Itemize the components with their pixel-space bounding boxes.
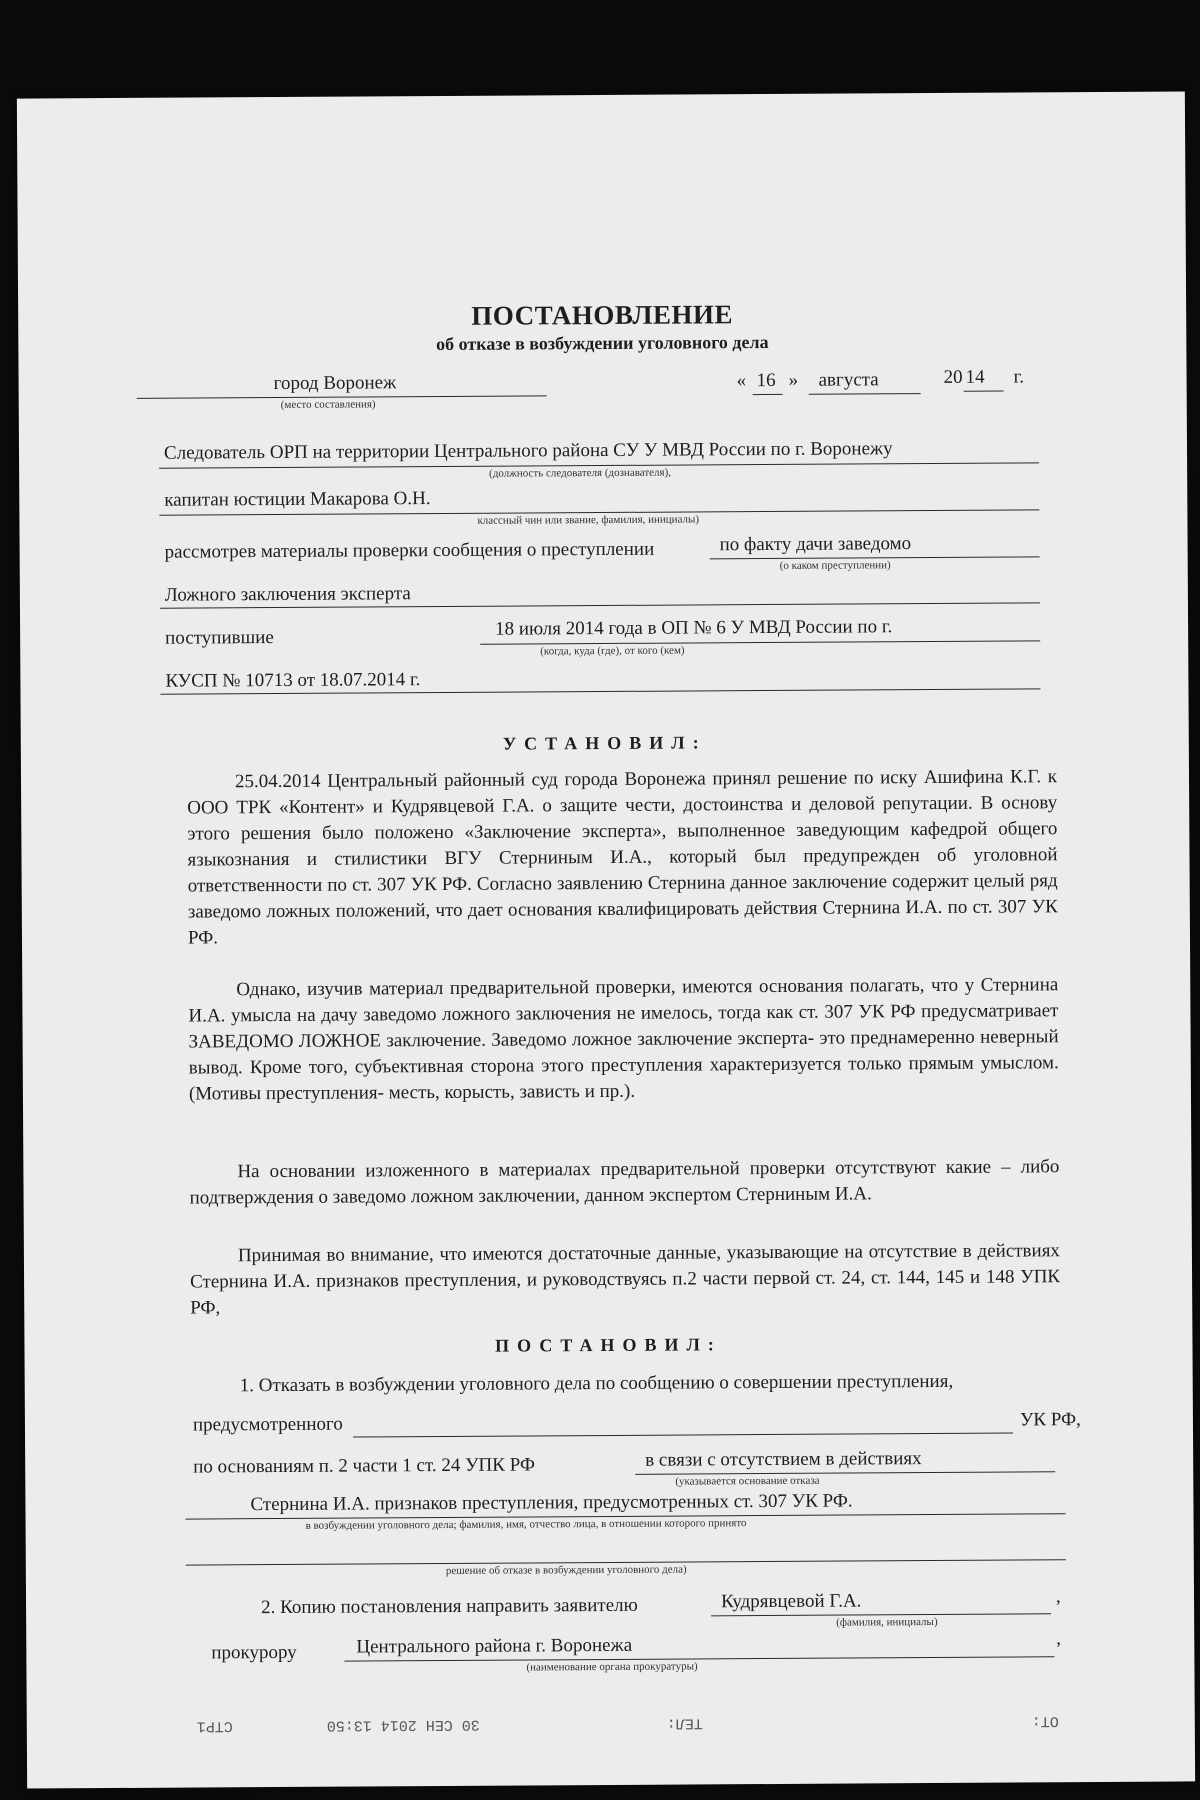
place-value: город Воронеж <box>273 372 397 395</box>
date-year-unit: г. <box>1013 366 1025 388</box>
item2-caption: (фамилия, инициалы) <box>836 1615 938 1629</box>
date-day: 16 <box>756 369 776 392</box>
item1-grounds-label: по основаниям п. 2 части 1 ст. 24 УПК РФ <box>193 1454 535 1478</box>
date-year-underline <box>964 391 1004 392</box>
item1-grounds-value: в связи с отсутствием в действиях <box>645 1448 922 1471</box>
investigator-position-caption: (должность следователя (дознавателя), <box>489 466 672 480</box>
considered-value-2: Ложного заключения эксперта <box>164 583 411 606</box>
received-label: поступившие <box>165 627 274 649</box>
document-page <box>17 91 1195 1788</box>
item1-grounds-underline <box>635 1471 1055 1475</box>
item1-grounds-value-2: Стернина И.А. признаков преступления, предусмотренных ст. 307 УК РФ. <box>250 1490 853 1516</box>
date-close-quote: » <box>788 369 799 391</box>
considered-label: рассмотрев материалы проверки сообщения о преступлении <box>164 538 655 563</box>
date-open-quote: « <box>736 370 747 392</box>
considered-caption: (о каком преступлении) <box>779 559 891 572</box>
investigator-position: Следователь ОРП на территории Центрального района СУ У МВД России по г. Воронежу <box>163 438 893 464</box>
resolved-heading: ПОСТАНОВИЛ: <box>495 1334 722 1356</box>
investigator-name-caption: классный чин или звание, фамилия, инициалы) <box>477 513 700 527</box>
item2-comma: , <box>1055 1586 1061 1608</box>
considered-value: по факту дачи заведомо <box>719 533 912 556</box>
prosecutor-comma: , <box>1056 1628 1062 1650</box>
received-underline <box>480 640 1040 644</box>
place-caption: (место составления) <box>280 398 376 411</box>
item1-provided-label: предусмотренного <box>192 1413 343 1436</box>
date-month-underline <box>809 393 921 395</box>
date-year-suffix: 14 <box>965 366 985 388</box>
fax-timestamp: 30 СЕН 2014 13:50 <box>326 1715 480 1734</box>
paragraph-1: 25.04.2014 Центральный районный суд города Воронежа принял решение по иску Ашифина К.Г. к ООО ТРК «Контент» и Кудрявцевой Г.А. о защите чести, достоинства и деловой репутации. В основу этого решения было положено «Заключение эксперта», выполненное заведующим кафедрой общего языкознания и стилистики ВГУ Стерниным И.А., который был предупрежден об уголовной ответственности по ст. 307 УК РФ. Согласно заявлению Стернина данное заключение содержит целый ряд заведомо ложных положений, что дает основания квалифицировать действия Стернина И.А. по ст. 307 УК РФ. <box>187 766 1058 949</box>
item2-text: 2. Копию постановления направить заявителю <box>261 1594 638 1619</box>
prosecutor-caption: (наименование органа прокуратуры) <box>526 1660 698 1674</box>
prosecutor-label: прокурору <box>211 1641 297 1664</box>
item1-text: 1. Отказать в возбуждении уголовного дела по сообщению о совершении преступления, <box>239 1370 954 1397</box>
item1-grounds-caption: (указывается основание отказа <box>675 1474 820 1488</box>
fax-from: ОТ: <box>1031 1712 1059 1730</box>
paragraph-3: На основании изложенного в материалах предварительной проверки отсутствуют какие – либо подтверждения о заведомо ложном заключении, данном экспертом Стерниным И.А. <box>189 1156 1060 1209</box>
fax-tel: ТЕЛ: <box>666 1714 703 1732</box>
investigator-name: капитан юстиции Макарова О.Н. <box>164 488 431 511</box>
item1-code: УК РФ, <box>1019 1409 1081 1431</box>
document-subtitle: об отказе в возбуждении уголовного дела <box>436 331 769 355</box>
established-heading: УСТАНОВИЛ: <box>502 732 707 754</box>
received-caption: (когда, куда (где), от кого (кем) <box>540 644 685 658</box>
fax-page: СТР1 <box>196 1717 233 1735</box>
item1-grounds-caption-2: в возбуждении уголовного дела; фамилия, имя, отчество лица, в отношении которого принято <box>305 1517 747 1532</box>
paragraph-2: Однако, изучив материал предварительной проверки, имеются основания полагать, что у Стернина И.А. умысла на дачу заведомо ложного заключения не имелось, тогда как ст. 307 УК РФ предусматривает ЗАВЕДОМО ЛОЖНОЕ заключение. Заведомо ложное заключение эксперта- это преднамеренно неверный вывод. Кроме того, субъективная сторона этого преступления характеризуется только прямым умыслом. (Мотивы преступления- месть, корысть, зависть и пр.). <box>188 974 1059 1105</box>
date-month: августа <box>818 369 879 391</box>
prosecutor-value: Центрального района г. Воронежа <box>356 1634 633 1658</box>
kusp-number: КУСП № 10713 от 18.07.2014 г. <box>165 669 421 692</box>
document-title: ПОСТАНОВЛЕНИЕ <box>471 299 734 331</box>
date-day-underline <box>753 394 783 395</box>
date-year-prefix: 20 <box>943 366 963 388</box>
received-value: 18 июля 2014 года в ОП № 6 У МВД России по г. <box>495 616 893 640</box>
item1-grounds-caption-3: решение об отказе в возбуждении уголовного дела) <box>445 1563 687 1577</box>
item1-provided-underline <box>353 1433 1013 1438</box>
item2-value: Кудрявцевой Г.А. <box>720 1590 862 1613</box>
paragraph-4: Принимая во внимание, что имеются достаточные данные, указывающие на отсутствие в действиях Стернина И.А. признаков преступления, и руководствуясь п.2 части первой ст. 24, ст. 144, 145 и 148 УПК РФ, <box>190 1240 1061 1319</box>
